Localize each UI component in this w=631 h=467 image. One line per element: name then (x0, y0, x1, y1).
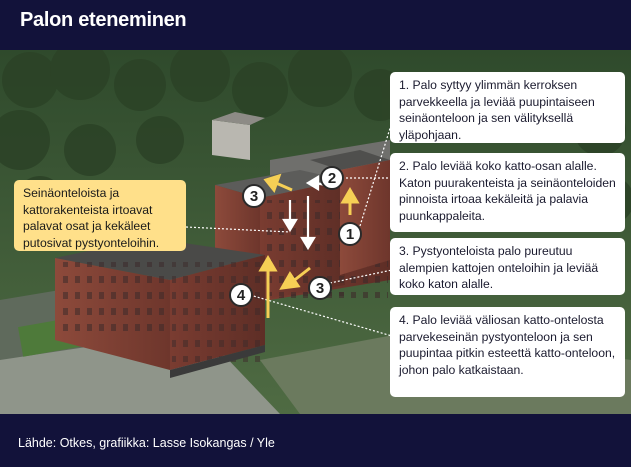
callout-falling-embers (14, 180, 186, 251)
step-marker-2: 2 (320, 166, 344, 190)
callout-step-2-text: 2. Palo leviää koko katto-osan alalle. Katon puurakenteista ja seinäonteloiden pinnoista irtoaa kekäleitä ja palavia puunkappaleita. (399, 159, 616, 223)
title-bar (0, 0, 631, 50)
callout-step-3 (390, 238, 625, 295)
callout-step-2 (390, 153, 625, 232)
source-credit: Lähde: Otkes, grafiikka: Lasse Isokangas / Yle (18, 436, 275, 450)
aerial-photo (0, 50, 631, 414)
callout-step-1 (390, 72, 625, 143)
step-marker-3-lower: 3 (308, 276, 332, 300)
callout-step-4-text: 4. Palo leviää väliosan katto-ontelosta parvekeseinän pystyonteloon ja sen puupintaa pitkin esteettä katto-onteloon, johon palo katkaistaan. (399, 313, 616, 377)
step-marker-3-upper: 3 (242, 184, 266, 208)
step-marker-1: 1 (338, 222, 362, 246)
callout-step-1-text: 1. Palo syttyy ylimmän kerroksen parvekkeella ja leviää puupintaiseen seinäonteloon ja sen välityksellä yläpohjaan. (399, 78, 595, 142)
step-marker-4: 4 (229, 283, 253, 307)
callout-step-4 (390, 307, 625, 397)
callout-step-3-text: 3. Pystyonteloista palo pureutuu alempien kattojen onteloihin ja leviää koko katon alalle. (399, 244, 599, 291)
callout-falling-embers-text: Seinäonteloista ja kattorakenteista irtoavat palavat osat ja kekäleet putosivat pystyonteloihin. (23, 186, 160, 250)
footer (0, 414, 631, 467)
page-title: Palon eteneminen (20, 9, 187, 31)
